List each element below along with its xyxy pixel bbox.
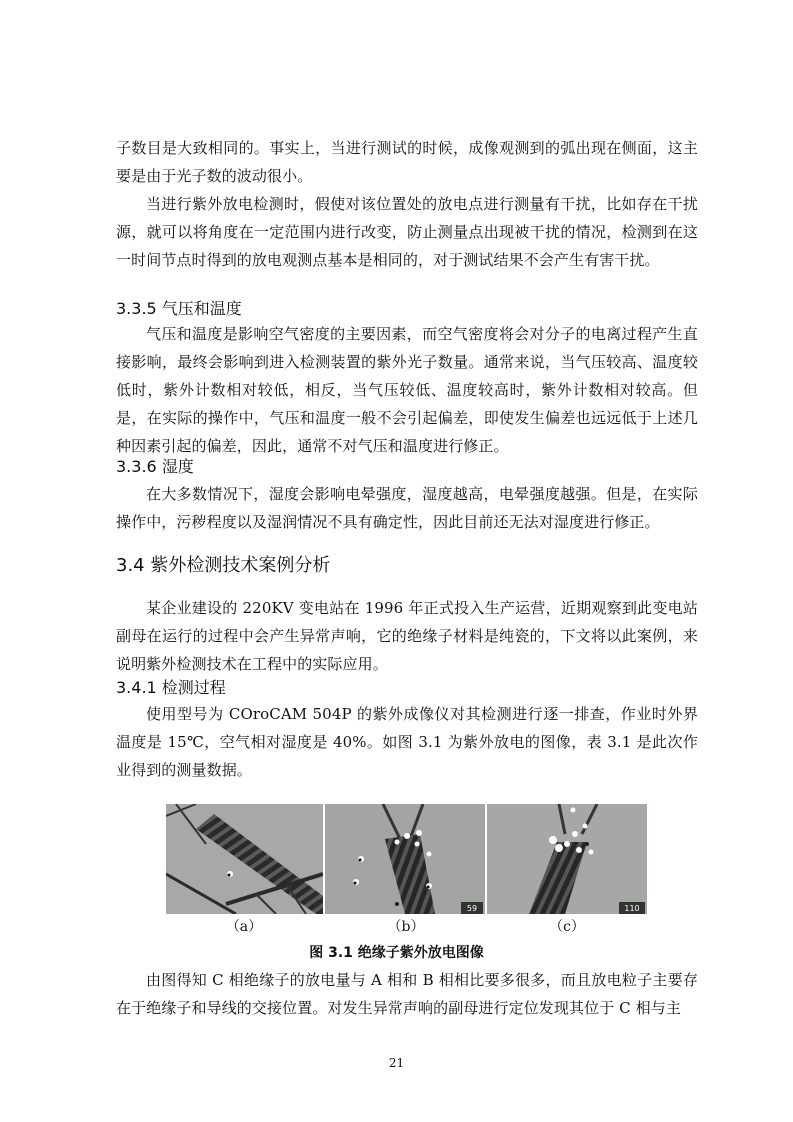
paragraph-analysis: 由图得知 C 相绝缘子的放电量与 A 相和 B 相相比要多很多，而且放电粒子主要存在于绝缘子和导线的交接位置。对发生异常声响的副母进行定位发现其位于 C 相与主 <box>116 971 698 1017</box>
paragraph-humidity: 在大多数情况下，湿度会影响电晕强度，湿度越高，电晕强度越强。但是，在实际操作中，污秽程度以及湿润情况不具有确定性，因此目前还无法对湿度进行修正。 <box>116 485 698 531</box>
paragraph-interference: 当进行紫外放电检测时，假使对该位置处的放电点进行测量有干扰，比如存在干扰源，就可以将角度在一定范围内进行改变，防止测量点出现被干扰的情况，检测到在这一时间节点时得到的放电观测点基本是相同的，对于测试结果不会产生有害干扰。 <box>116 195 698 269</box>
paragraph-continued: 子数目是大致相同的。事实上，当进行测试的时候，成像观测到的弧出现在侧面，这主要是由于光子数的波动很小。 <box>116 139 698 185</box>
section-heading-3-3-6: 3.3.6 湿度 <box>116 457 194 476</box>
figure-image-b <box>325 804 485 914</box>
section-heading-3-3-5: 3.3.5 气压和温度 <box>116 299 242 318</box>
figure-sublabel-b: （b） <box>387 919 425 935</box>
figure-caption: 图 3.1 绝缘子紫外放电图像 <box>309 945 484 961</box>
paragraph-case-intro: 某企业建设的 220KV 变电站在 1996 年正式投入生产运营，近期观察到此变电站副母在运行的过程中会产生异常声响，它的绝缘子材料是纯瓷的，下文将以此案例，来说明紫外检测技术在工程中的实际应用。 <box>116 599 698 673</box>
page-number: 21 <box>388 1056 405 1070</box>
paragraph-pressure-temperature: 气压和温度是影响空气密度的主要因素，而空气密度将会对分子的电离过程产生直接影响，最终会影响到进入检测装置的紫外光子数量。通常来说，当气压较高、温度较低时，紫外计数相对较低，相反，当气压较低、温度较高时，紫外计数相对较高。但是，在实际的操作中，气压和温度一般不会引起偏差，即使发生偏差也远远低于上述几种因素引起的偏差，因此，通常不对气压和温度进行修正。 <box>116 325 698 455</box>
figure-sublabel-a: （a） <box>225 919 263 935</box>
figure-sublabel-c: （c） <box>549 919 585 935</box>
figure-image-c <box>487 804 647 914</box>
figure-c-count-label: 110 <box>624 904 640 913</box>
figure-b-count-label: 59 <box>466 904 478 913</box>
section-heading-3-4: 3.4 紫外检测技术案例分析 <box>116 555 331 576</box>
paragraph-detection-process: 使用型号为 COroCAM 504P 的紫外成像仪对其检测进行逐一排查，作业时外界温度是 15℃，空气相对湿度是 40%。如图 3.1 为紫外放电的图像，表 3.1 是此次作业得到的测量数据。 <box>116 705 698 779</box>
figure-image-a <box>166 804 323 914</box>
section-heading-3-4-1: 3.4.1 检测过程 <box>116 678 226 697</box>
